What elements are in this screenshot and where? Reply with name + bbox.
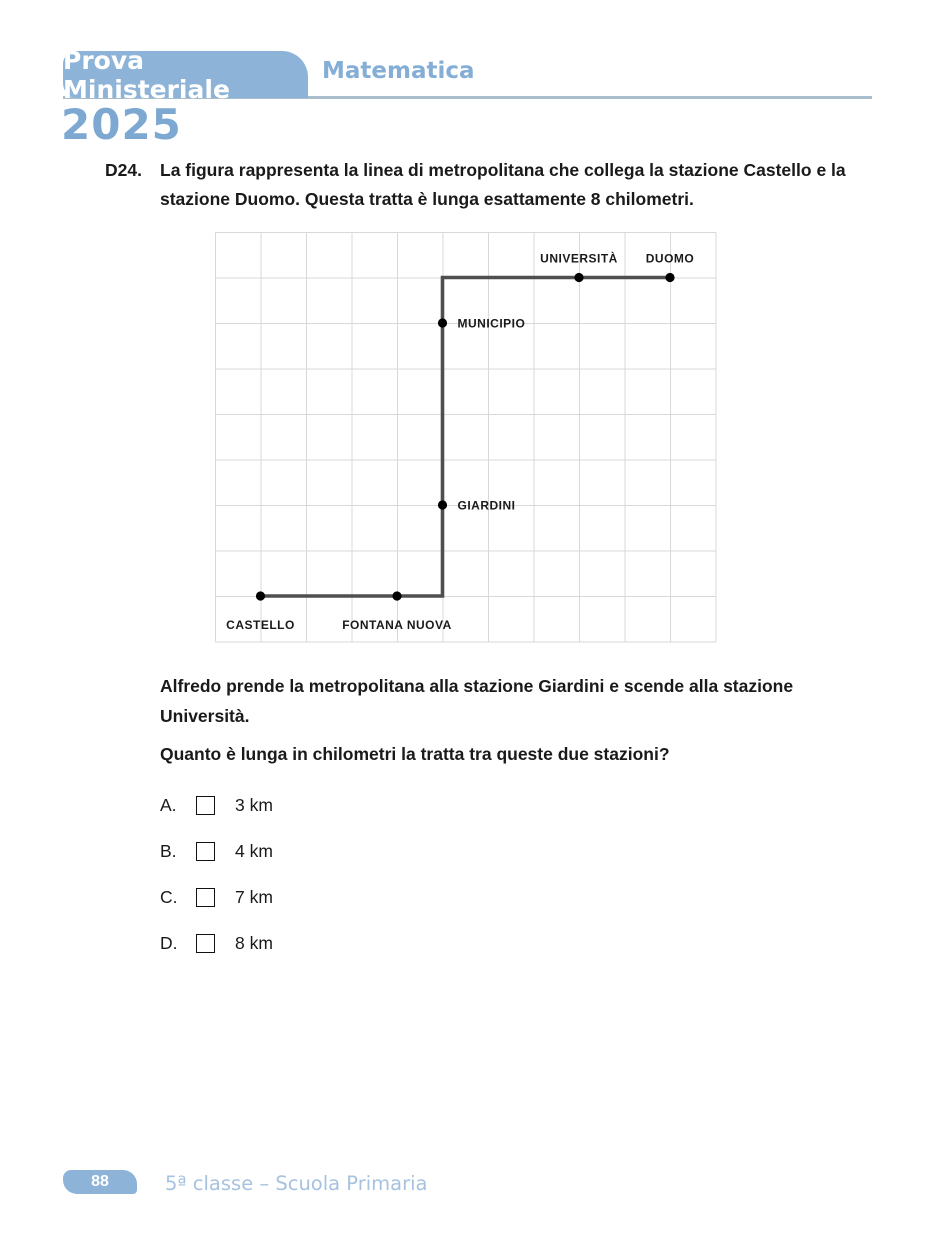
station-dot: [392, 591, 401, 600]
header-year: 2025: [61, 100, 182, 149]
option-letter-c: C.: [160, 886, 178, 907]
option-row-b: [160, 838, 273, 864]
question-number: D24.: [105, 160, 142, 180]
option-label-c: 7 km: [235, 886, 273, 907]
page-number-badge: [63, 1170, 137, 1194]
header-tab-label: Prova Ministeriale: [63, 45, 230, 104]
footer-class-label: 5ª classe – Scuola Primaria: [165, 1172, 428, 1195]
station-dot: [665, 273, 674, 282]
metro-line-figure: [215, 232, 717, 643]
station-label: GIARDINI: [457, 498, 516, 513]
option-row-c: [160, 884, 273, 910]
question-body-text: Alfredo prende la metropolitana alla stazione Giardini e scende alla stazione Università.: [160, 676, 794, 726]
station-label: DUOMO: [645, 251, 695, 266]
option-letter-a: A.: [160, 794, 177, 815]
header-subject: Matematica: [322, 58, 475, 84]
question-prompt-text: Quanto è lunga in chilometri la tratta tra queste due stazioni?: [160, 744, 670, 764]
station-label: FONTANA NUOVA: [342, 618, 452, 632]
option-checkbox-c[interactable]: [196, 888, 215, 907]
station-dot: [574, 273, 583, 282]
station-label: MUNICIPIO: [457, 316, 526, 331]
option-label-d: 8 km: [235, 932, 273, 953]
option-checkbox-d[interactable]: [196, 934, 215, 953]
option-row-d: [160, 930, 273, 956]
question-intro-text: La figura rappresenta la linea di metropolitana che collega la stazione Castello e la stazione Duomo. Questa tratta è lunga esattamente 8 chilometri.: [160, 160, 846, 209]
metro-line-diagram: [215, 232, 717, 643]
station-label: UNIVERSITÀ: [540, 251, 618, 266]
header-tab-prova-ministeriale: [63, 45, 308, 104]
option-row-a: [160, 792, 273, 818]
station-dot: [438, 500, 447, 509]
option-checkbox-b[interactable]: [196, 842, 215, 861]
page-number: 88: [91, 1173, 109, 1190]
station-dot: [256, 591, 265, 600]
option-checkbox-a[interactable]: [196, 796, 215, 815]
option-letter-d: D.: [160, 932, 178, 953]
option-letter-b: B.: [160, 840, 177, 861]
answer-options: [160, 792, 273, 976]
option-label-b: 4 km: [235, 840, 273, 861]
option-label-a: 3 km: [235, 794, 273, 815]
grid-lines: [216, 233, 717, 643]
question-block: [105, 156, 865, 214]
station-label: CASTELLO: [226, 618, 295, 632]
station-dot: [438, 318, 447, 327]
